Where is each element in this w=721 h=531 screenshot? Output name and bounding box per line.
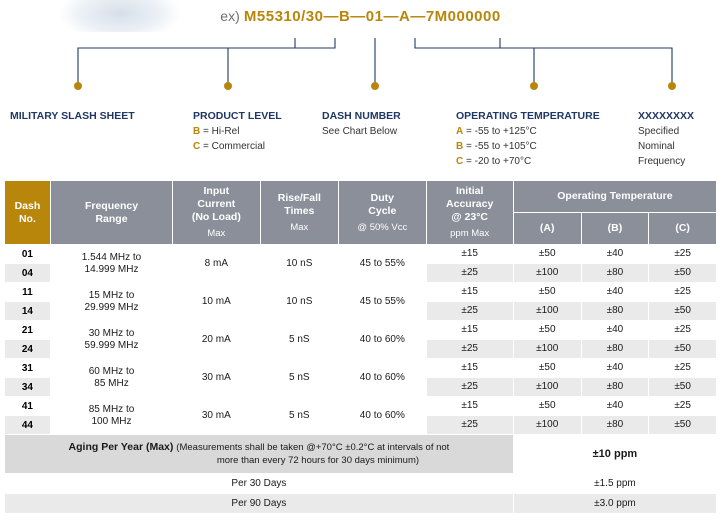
cell-op-a: ±50 (513, 321, 581, 340)
freq-line1: 30 MHz to (88, 327, 135, 339)
header-frequency-range (50, 181, 172, 245)
cell-op-c: ±25 (649, 359, 717, 378)
cell-op-a: ±100 (513, 264, 581, 283)
cell-input-current: 8 mA (173, 245, 260, 283)
cell-op-a: ±100 (513, 340, 581, 359)
table-row (5, 321, 717, 340)
freq-line1: 15 MHz to (88, 289, 135, 301)
callout-line: C = -20 to +70°C (456, 156, 532, 167)
callout-line: Specified (638, 126, 680, 137)
callout-title: PRODUCT LEVEL (193, 110, 282, 122)
cell-op-c: ±50 (649, 378, 717, 397)
aging-subrow (5, 474, 717, 494)
table-row (5, 397, 717, 416)
cell-duty-cycle: 45 to 55% (339, 245, 426, 283)
callout-line: Nominal (638, 141, 675, 152)
cell-rise-fall: 5 nS (260, 397, 339, 435)
header-initial-line1: Initial (455, 185, 484, 197)
callout-line: See Chart Below (322, 126, 398, 137)
aging-row (5, 435, 717, 474)
cell-op-b: ±80 (581, 416, 649, 435)
freq-line1: 1.544 MHz to (81, 251, 142, 263)
header-risefall-max: Max (290, 221, 309, 233)
cell-frequency-range (50, 283, 172, 321)
cell-dash: 14 (5, 302, 51, 321)
cell-op-a: ±50 (513, 397, 581, 416)
cell-input-current: 30 mA (173, 397, 260, 435)
freq-line2: 59.999 MHz (84, 339, 139, 351)
header-frequency-line2: Range (95, 212, 128, 225)
callout-title: XXXXXXXX (638, 110, 695, 122)
aging-sub-label: Per 30 Days (5, 474, 514, 494)
cell-input-current: 30 mA (173, 359, 260, 397)
cell-initial-accuracy: ±15 (426, 245, 513, 264)
cell-frequency-range (50, 245, 172, 283)
header-op-b: (B) (581, 213, 649, 245)
cell-op-b: ±80 (581, 264, 649, 283)
header-op-c: (C) (649, 213, 717, 245)
cell-initial-accuracy: ±15 (426, 359, 513, 378)
cell-op-c: ±25 (649, 245, 717, 264)
cell-initial-accuracy: ±15 (426, 321, 513, 340)
freq-line2: 85 MHz (94, 377, 129, 389)
callout-title: MILITARY SLASH SHEET (10, 110, 135, 122)
callout-line: A = -55 to +125°C (456, 126, 537, 137)
callout-product-level (193, 110, 282, 153)
cell-duty-cycle: 40 to 60% (339, 397, 426, 435)
table-row (5, 359, 717, 378)
cell-op-b: ±80 (581, 340, 649, 359)
cell-op-b: ±80 (581, 378, 649, 397)
part-number-line (0, 8, 721, 25)
header-initial-line3: @ 23°C (451, 211, 488, 223)
cell-op-a: ±100 (513, 302, 581, 321)
cell-op-c: ±25 (649, 321, 717, 340)
header-dash-line1: Dash (14, 199, 41, 212)
cell-op-c: ±25 (649, 283, 717, 302)
header-frequency-line1: Frequency (84, 199, 139, 212)
cell-op-c: ±50 (649, 416, 717, 435)
cell-op-a: ±50 (513, 359, 581, 378)
cell-rise-fall: 10 nS (260, 283, 339, 321)
connector-lines-svg (0, 34, 721, 96)
cell-op-a: ±100 (513, 378, 581, 397)
freq-line2: 29.999 MHz (84, 301, 139, 313)
cell-initial-accuracy: ±25 (426, 378, 513, 397)
header-duty-sub: @ 50% Vcc (357, 221, 408, 233)
specification-table (4, 180, 717, 514)
aging-label-cell (5, 435, 514, 474)
header-op-a: (A) (513, 213, 581, 245)
part-number-code: M55310/30—B—01—A—7M000000 (243, 8, 501, 25)
cell-duty-cycle: 40 to 60% (339, 359, 426, 397)
callout-line: C = Commercial (193, 141, 265, 152)
freq-line2: 14.999 MHz (84, 263, 139, 275)
cell-dash: 11 (5, 283, 51, 302)
cell-dash: 04 (5, 264, 51, 283)
aging-label: Aging Per Year (Max) (68, 441, 174, 453)
header-rise-fall-times (260, 181, 339, 245)
cell-op-a: ±50 (513, 283, 581, 302)
callout-operating-temperature (456, 110, 600, 168)
cell-op-b: ±80 (581, 302, 649, 321)
header-initial-line2: Accuracy (446, 198, 494, 210)
cell-op-b: ±40 (581, 359, 649, 378)
header-initial-sub: ppm Max (450, 228, 490, 239)
cell-rise-fall: 10 nS (260, 245, 339, 283)
aging-sub-value: ±3.0 ppm (513, 494, 716, 514)
cell-input-current: 10 mA (173, 283, 260, 321)
cell-op-c: ±25 (649, 397, 717, 416)
aging-subrow (5, 494, 717, 514)
cell-rise-fall: 5 nS (260, 321, 339, 359)
cell-op-c: ±50 (649, 340, 717, 359)
header-input-line3: (No Load) (191, 211, 241, 223)
aging-note-line2: more than every 72 hours for 30 days minimum) (216, 455, 420, 466)
cell-frequency-range (50, 359, 172, 397)
callout-title: OPERATING TEMPERATURE (456, 110, 600, 122)
callout-dash-number (322, 110, 401, 138)
cell-op-c: ±50 (649, 302, 717, 321)
cell-op-b: ±40 (581, 245, 649, 264)
freq-line1: 85 MHz to (88, 403, 135, 415)
header-duty-line2: Cycle (368, 204, 397, 217)
header-initial-accuracy (426, 181, 513, 245)
cell-duty-cycle: 45 to 55% (339, 283, 426, 321)
header-input-max: Max (207, 228, 226, 239)
header-input-line2: Current (197, 198, 236, 210)
callout-labels (0, 104, 721, 174)
cell-frequency-range (50, 321, 172, 359)
table-body (5, 245, 717, 514)
cell-duty-cycle: 40 to 60% (339, 321, 426, 359)
cell-rise-fall: 5 nS (260, 359, 339, 397)
header-operating-temperature: Operating Temperature (513, 181, 716, 213)
cell-input-current: 20 mA (173, 321, 260, 359)
cell-initial-accuracy: ±15 (426, 283, 513, 302)
cell-initial-accuracy: ±25 (426, 302, 513, 321)
callout-frequency (638, 110, 694, 168)
header-duty-line1: Duty (370, 191, 394, 204)
callout-line: B = -55 to +105°C (456, 141, 537, 152)
header-input-current (173, 181, 260, 245)
cell-dash: 44 (5, 416, 51, 435)
aging-sub-label: Per 90 Days (5, 494, 514, 514)
cell-op-b: ±40 (581, 283, 649, 302)
callout-line: B = Hi-Rel (193, 126, 240, 137)
header-dash-no (5, 181, 51, 245)
cell-initial-accuracy: ±25 (426, 416, 513, 435)
header-risefall-line1: Rise/Fall (277, 191, 321, 204)
callout-military-slash-sheet (10, 110, 135, 123)
callout-title: DASH NUMBER (322, 110, 401, 122)
table-row (5, 245, 717, 264)
freq-line2: 100 MHz (91, 415, 132, 427)
callout-connectors (0, 34, 721, 96)
table-row (5, 283, 717, 302)
cell-initial-accuracy: ±25 (426, 264, 513, 283)
aging-sub-value: ±1.5 ppm (513, 474, 716, 494)
freq-line1: 60 MHz to (88, 365, 135, 377)
cell-dash: 41 (5, 397, 51, 416)
table-header-row (5, 181, 717, 213)
callout-line: Frequency (638, 156, 686, 167)
cell-op-b: ±40 (581, 321, 649, 340)
cell-dash: 21 (5, 321, 51, 340)
cell-op-b: ±40 (581, 397, 649, 416)
header-input-line1: Input (203, 185, 230, 197)
cell-frequency-range (50, 397, 172, 435)
cell-initial-accuracy: ±25 (426, 340, 513, 359)
cell-dash: 01 (5, 245, 51, 264)
aging-note-line1: (Measurements shall be taken @+70°C ±0.2°C at intervals of not (176, 442, 450, 453)
part-number-prefix: ex) (220, 8, 240, 24)
header-duty-cycle (339, 181, 426, 245)
header-dash-line2: No. (18, 212, 36, 225)
cell-op-a: ±50 (513, 245, 581, 264)
aging-value: ±10 ppm (513, 435, 716, 474)
cell-dash: 31 (5, 359, 51, 378)
cell-op-c: ±50 (649, 264, 717, 283)
cell-op-a: ±100 (513, 416, 581, 435)
cell-initial-accuracy: ±15 (426, 397, 513, 416)
cell-dash: 34 (5, 378, 51, 397)
cell-dash: 24 (5, 340, 51, 359)
header-risefall-line2: Times (284, 204, 315, 217)
